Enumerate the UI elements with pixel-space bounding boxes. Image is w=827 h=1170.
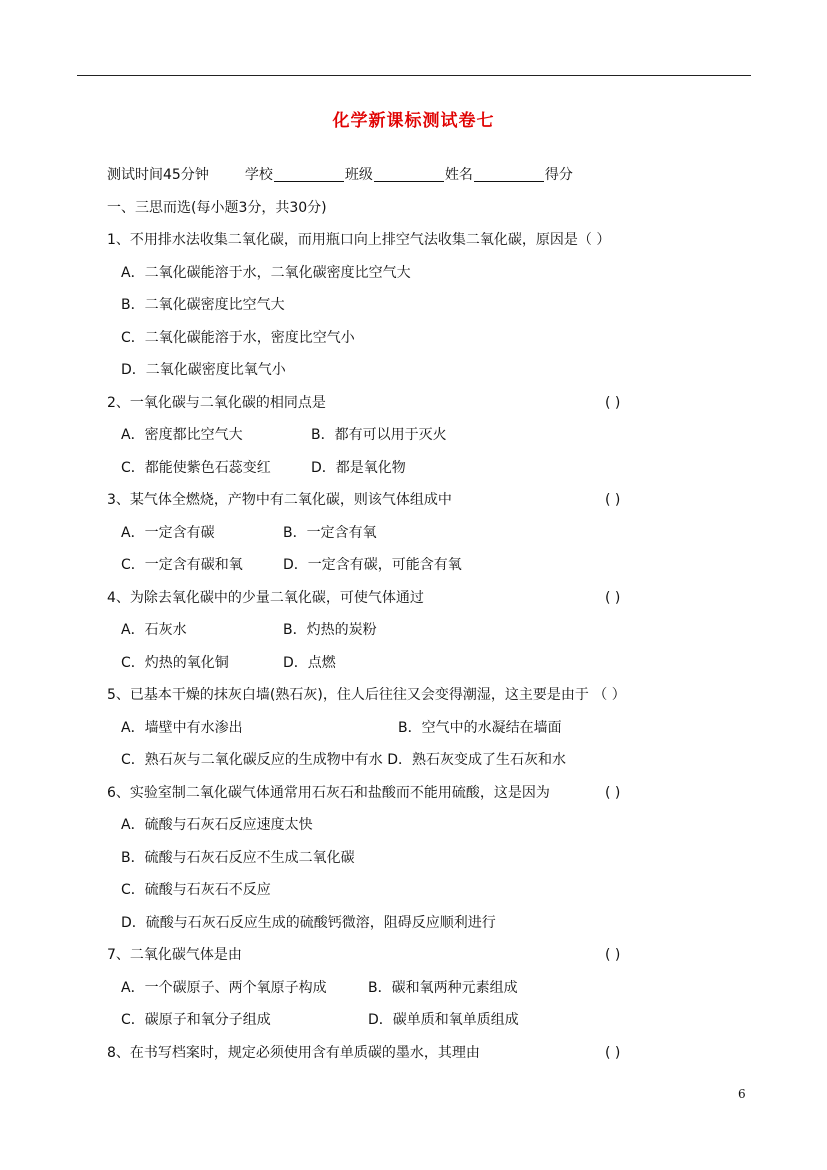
- question-4-answer-bracket: ( ): [605, 590, 621, 606]
- header-rule: [77, 75, 751, 76]
- question-5-stem: 5、已基本干燥的抹灰白墙(熟石灰)，住人后往往又会变得潮湿，这主要是由于 （ ）: [107, 687, 626, 703]
- question-3-answer-bracket: ( ): [605, 492, 621, 508]
- question-7-stem: 7、二氧化碳气体是由: [107, 947, 242, 963]
- question-7-option-b: B．碳和氧两种元素组成: [368, 980, 518, 996]
- exam-info-line: [107, 165, 573, 185]
- question-2-answer-bracket: ( ): [605, 395, 621, 411]
- question-3-option-c: C．一定含有碳和氧: [121, 557, 243, 573]
- question-6-answer-bracket: ( ): [605, 785, 621, 801]
- question-7-answer-bracket: ( ): [605, 947, 621, 963]
- question-8-stem: 8、在书写档案时，规定必须使用含有单质碳的墨水，其理由: [107, 1045, 480, 1061]
- question-5-option-b: B．空气中的水凝结在墙面: [398, 720, 562, 736]
- question-1-option-b: B．二氧化碳密度比空气大: [121, 297, 285, 313]
- question-4-option-d: D．点燃: [283, 655, 336, 671]
- question-2-option-b: B．都有可以用于灭火: [311, 427, 447, 443]
- question-6-option-b: B．硫酸与石灰石反应不生成二氧化碳: [121, 850, 355, 866]
- question-3-stem: 3、某气体全燃烧，产物中有二氧化碳，则该气体组成中: [107, 492, 452, 508]
- question-4-stem: 4、为除去氧化碳中的少量二氧化碳，可使气体通过: [107, 590, 424, 606]
- question-6-stem: 6、实验室制二氧化碳气体通常用石灰石和盐酸而不能用硫酸，这是因为: [107, 785, 550, 801]
- name-label: 姓名: [444, 167, 473, 183]
- question-2-option-d: D．都是氧化物: [311, 460, 406, 476]
- question-2-option-a: A．密度都比空气大: [121, 427, 243, 443]
- class-label: 班级: [344, 167, 373, 183]
- question-2-option-c: C．都能使紫色石蕊变红: [121, 460, 271, 476]
- question-3-option-d: D．一定含有碳，可能含有氧: [283, 557, 462, 573]
- score-label: 得分: [544, 167, 573, 183]
- question-3-option-a: A．一定含有碳: [121, 525, 215, 541]
- question-6-option-d: D．硫酸与石灰石反应生成的硫酸钙微溶，阻碍反应顺利进行: [121, 915, 496, 931]
- question-6-option-c: C．硫酸与石灰石不反应: [121, 882, 271, 898]
- question-7-option-c: C．碳原子和氧分子组成: [121, 1012, 271, 1028]
- question-1-option-c: C．二氧化碳能溶于水，密度比空气小: [121, 330, 355, 346]
- class-blank[interactable]: [374, 167, 444, 182]
- question-4-option-a: A．石灰水: [121, 622, 187, 638]
- question-7-option-d: D．碳单质和氧单质组成: [368, 1012, 519, 1028]
- question-5-option-a: A．墙壁中有水渗出: [121, 720, 243, 736]
- question-6-option-a: A．硫酸与石灰石反应速度太快: [121, 817, 313, 833]
- question-1-option-a: A．二氧化碳能溶于水，二氧化碳密度比空气大: [121, 265, 411, 281]
- question-1-option-d: D．二氧化碳密度比氧气小: [121, 362, 286, 378]
- question-7-option-a: A．一个碳原子、两个氧原子构成: [121, 980, 327, 996]
- page-number: 6: [738, 1087, 746, 1101]
- question-5-option-cd: C．熟石灰与二氧化碳反应的生成物中有水 D．熟石灰变成了生石灰和水: [121, 752, 567, 768]
- name-blank[interactable]: [474, 167, 544, 182]
- page-title: 化学新课标测试卷七: [332, 111, 495, 131]
- question-4-option-c: C．灼热的氧化铜: [121, 655, 229, 671]
- section-heading: 一、三思而选(每小题3分，共30分): [107, 200, 327, 216]
- test-time: 测试时间45分钟: [107, 167, 209, 183]
- question-8-answer-bracket: ( ): [605, 1045, 621, 1061]
- question-2-stem: 2、一氧化碳与二氧化碳的相同点是: [107, 395, 326, 411]
- question-1-stem: 1、不用排水法收集二氧化碳，而用瓶口向上排空气法收集二氧化碳，原因是（ ）: [107, 232, 611, 248]
- question-4-option-b: B．灼热的炭粉: [283, 622, 377, 638]
- school-blank[interactable]: [274, 167, 344, 182]
- question-3-option-b: B．一定含有氧: [283, 525, 377, 541]
- school-label: 学校: [244, 167, 273, 183]
